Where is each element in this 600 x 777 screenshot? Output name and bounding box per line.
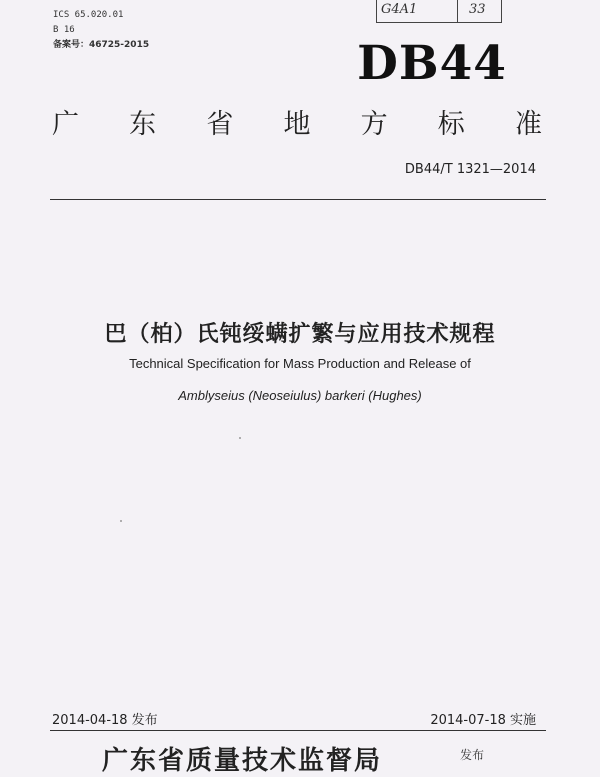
scan-speck bbox=[239, 437, 241, 439]
publish-date: 2014-04-18 发布 bbox=[52, 713, 158, 728]
record-number: 备案号：46725-2015 bbox=[53, 40, 150, 50]
standard-type-char: 地 bbox=[283, 109, 311, 140]
handwritten-number: 33 bbox=[469, 2, 486, 17]
standard-type-title bbox=[52, 102, 542, 141]
standard-type-char: 方 bbox=[360, 109, 388, 140]
bottom-divider bbox=[50, 730, 546, 731]
standard-type-char: 广 bbox=[52, 109, 79, 140]
handwritten-box bbox=[376, 0, 502, 23]
implement-date: 2014-07-18 实施 bbox=[430, 713, 536, 728]
standard-number: DB44/T 1321—2014 bbox=[404, 162, 536, 177]
standard-type-char: 标 bbox=[437, 109, 465, 140]
standard-type-char: 东 bbox=[129, 109, 157, 140]
standard-type-char: 省 bbox=[206, 109, 234, 140]
scientific-name: Amblyseius (Neoseiulus) barkeri (Hughes) bbox=[178, 388, 422, 403]
box-divider bbox=[457, 0, 458, 22]
handwritten-code: G4A1 bbox=[381, 2, 418, 17]
chinese-title: 巴（柏）氏钝绥螨扩繁与应用技术规程 bbox=[104, 322, 496, 347]
standard-type-char: 准 bbox=[514, 109, 542, 140]
english-title: Technical Specification for Mass Production and Release of bbox=[129, 356, 471, 371]
ics-code: ICS 65.020.01 bbox=[53, 10, 124, 20]
db44-mark: DB44 bbox=[357, 36, 507, 91]
issuing-authority: 广东省质量技术监督局 bbox=[102, 746, 383, 776]
scan-speck bbox=[120, 520, 122, 522]
top-divider bbox=[50, 199, 546, 200]
issuer-suffix: 发布 bbox=[460, 748, 485, 762]
ccs-code: B 16 bbox=[53, 25, 75, 35]
